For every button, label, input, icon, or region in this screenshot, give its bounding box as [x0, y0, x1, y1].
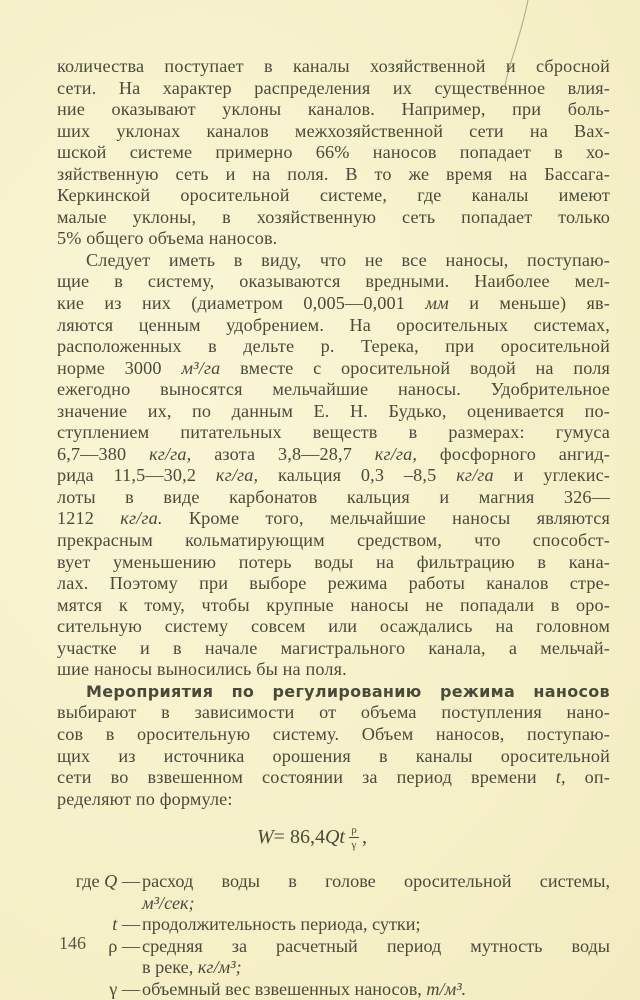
text-line: 5% общего объема наносов.: [57, 228, 278, 249]
text-run: 1212: [57, 508, 121, 529]
unit-text: кг/га,: [215, 465, 259, 486]
text-line: ших уклонах каналов межхозяйственной сети на Вах-: [57, 120, 610, 141]
text-run: Кроме того, мельчайшие наносы являются: [162, 508, 611, 529]
text-line: [57, 444, 610, 466]
text-line: количества поступает в каналы хозяйственной и сбросной: [57, 56, 610, 76]
formula-variables: Qt: [324, 826, 345, 849]
text-line: [57, 681, 610, 703]
definition-text: средняя за расчетный период мутность воды: [142, 935, 610, 956]
text-run: кие из них (диаметром 0,005—0,001: [57, 293, 426, 314]
section-heading: Мероприятия по регулированию режима наносов: [86, 681, 610, 701]
text-run: 6,7—380: [57, 443, 150, 464]
text-line: зяйственную сеть и на поля. В то же время на Бассага-: [57, 163, 610, 184]
text-run: фосфорного ангид-: [417, 443, 610, 464]
paragraph-2: [57, 250, 610, 681]
text-line: щие в систему, оказываются вредными. Наиболее мел-: [57, 271, 610, 292]
formula-fraction: [349, 824, 359, 851]
text-run: в реке,: [142, 957, 198, 978]
text-line: Керкинской оросительной системе, где каналы имеют: [57, 185, 610, 206]
fraction-numerator: ρ: [351, 824, 357, 837]
unit-text: м³/га: [181, 357, 221, 378]
book-page-text: [57, 56, 610, 1000]
symbol: t: [112, 914, 118, 935]
definition-t: [57, 914, 610, 936]
text-line: выбирают в зависимости от объема поступления нано-: [57, 702, 610, 723]
text-line: прекрасным кольматирующим средством, что способст-: [57, 530, 610, 551]
text-run: норме 3000: [57, 357, 182, 378]
paragraph-1: [57, 56, 610, 250]
dash: —: [117, 871, 140, 892]
unit-text: кг/га,: [374, 443, 418, 464]
text-line: шской системе примерно 66% наносов попадает в хо-: [57, 142, 610, 163]
variable-definitions: [57, 871, 610, 1000]
text-run: рида 11,5—30,2: [57, 465, 216, 486]
unit-text: кг/м³;: [197, 957, 242, 978]
definition-text: продолжительность периода, сутки;: [142, 914, 421, 935]
unit-text: кг/га.: [120, 508, 163, 529]
text-line: [57, 767, 610, 789]
unit-text: м³/сек;: [142, 892, 195, 913]
fraction-denominator: γ: [351, 839, 357, 852]
text-line: значение их, по данным Е. Н. Будько, оценивается по-: [57, 400, 610, 421]
text-run: кальция 0,3 –8,5: [258, 465, 457, 486]
text-line: ступлением питательных веществ в размерах: гумуса: [57, 422, 610, 443]
formula: [57, 810, 610, 868]
text-line: [57, 508, 610, 530]
text-line: вует уменьшению потерь воды на фильтрацию в кана-: [57, 551, 610, 572]
text-line: шие наносы выносились бы на поля.: [57, 659, 347, 680]
dash: —: [117, 978, 140, 999]
text-line: сов в оросительную систему. Объем наносов, поступаю-: [57, 723, 610, 744]
where-word: где: [75, 871, 105, 892]
text-line: участке и в начале магистрального канала, а мельчай-: [57, 637, 610, 658]
text-line: щих из источника орошения в каналы оросительной: [57, 745, 610, 766]
dash: —: [117, 914, 140, 935]
formula-equals: = 86,4: [273, 826, 325, 849]
text-line: ежегодно выносятся мельчайшие наносы. Удобрительное: [57, 379, 610, 400]
text-run: и углекис-: [493, 465, 611, 486]
definition-gamma: [57, 979, 610, 1000]
dash: —: [117, 935, 140, 956]
unit-text: кг/га,: [149, 443, 192, 464]
text-run: азота 3,8—28,7: [191, 443, 375, 464]
text-line: лоты в виде карбонатов кальция и магния 326—: [57, 486, 610, 507]
page-number: 146: [59, 933, 86, 953]
text-line: сети. На характер распределения их существенное влия-: [57, 77, 610, 98]
text-run: и меньше) яв-: [448, 293, 610, 314]
formula-tail: ,: [361, 826, 367, 849]
unit-text: т/м³.: [426, 978, 467, 999]
text-line: [57, 358, 610, 380]
text-line: Следует иметь в виду, что не все наносы, поступаю-: [86, 249, 610, 270]
variable: t: [555, 767, 561, 788]
text-run: вместе с оросительной водой на поля: [220, 357, 610, 378]
text-run: сети во взвешенном состоянии за период времени: [57, 767, 556, 788]
definition-text: объемный вес взвешенных наносов,: [142, 978, 427, 999]
text-line: расположенных в дельте р. Терека, при оросительной: [57, 336, 610, 357]
symbol: Q: [104, 871, 118, 892]
unit-text: кг/га: [456, 465, 494, 486]
text-line: ределяют по формуле:: [57, 788, 233, 809]
text-line: [57, 293, 610, 315]
symbol: γ: [109, 978, 118, 999]
symbol: ρ: [108, 935, 118, 956]
unit-text: мм: [425, 293, 449, 314]
fraction-bar: [349, 837, 359, 838]
definition-Q: [57, 871, 610, 914]
text-line: сительную систему совсем или осаждались на головном: [57, 616, 610, 637]
text-line: [57, 465, 610, 487]
text-line: ние оказывают уклоны каналов. Например, при боль-: [57, 99, 610, 120]
text-line: мятся к тому, чтобы крупные наносы не попадали в оро-: [57, 594, 610, 615]
text-run: , оп-: [560, 767, 610, 788]
text-line: лах. Поэтому при выборе режима работы каналов стре-: [57, 573, 610, 594]
definition-rho: [57, 936, 610, 979]
text-line: малые уклоны, в хозяйственную сеть попадает только: [57, 206, 610, 227]
definition-text: расход воды в голове оросительной системы,: [142, 871, 610, 892]
paragraph-3: [57, 681, 610, 810]
formula-lhs: W: [257, 826, 274, 849]
text-line: ляются ценным удобрением. На оросительных системах,: [57, 314, 610, 335]
